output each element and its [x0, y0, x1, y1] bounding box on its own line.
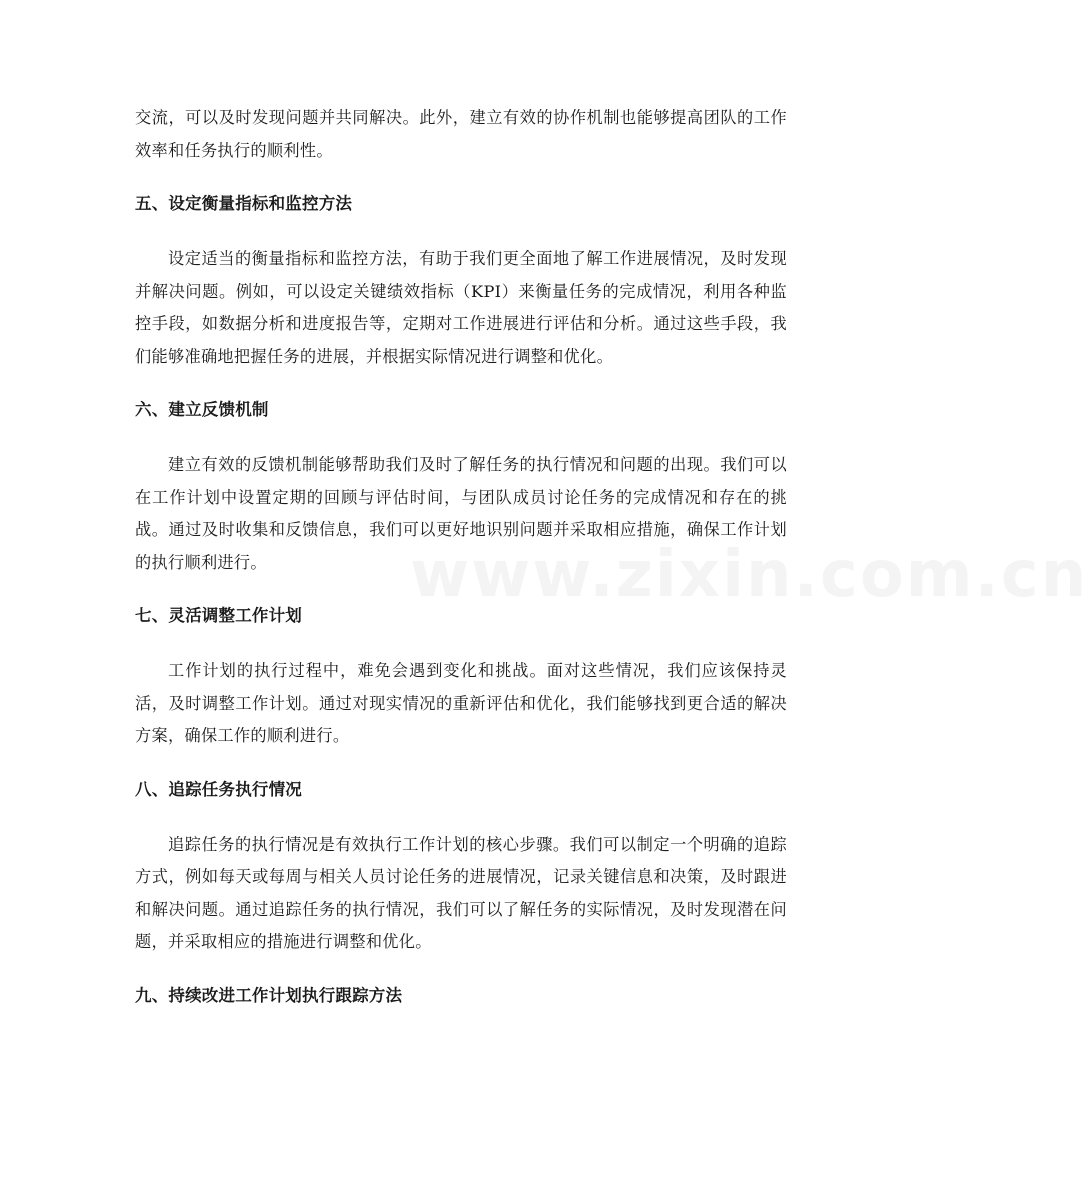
document-content: [135, 102, 787, 1008]
section-body-5: 设定适当的衡量指标和监控方法，有助于我们更全面地了解工作进展情况，及时发现并解决问题。例如，可以设定关键绩效指标（KPI）来衡量任务的完成情况，利用各种监控手段，如数据分析和进度报告等，定期对工作进展进行评估和分析。通过这些手段，我们能够准确地把握任务的进展，并根据实际情况进行调整和优化。: [135, 249, 787, 366]
section-heading-7: 七、灵活调整工作计划: [135, 606, 302, 625]
section-body-8: 追踪任务的执行情况是有效执行工作计划的核心步骤。我们可以制定一个明确的追踪方式，例如每天或每周与相关人员讨论任务的进展情况，记录关键信息和决策，及时跟进和解决问题。通过追踪任务的执行情况，我们可以了解任务的实际情况，及时发现潜在问题，并采取相应的措施进行调整和优化。: [135, 834, 787, 951]
section-heading-9: 九、持续改进工作计划执行跟踪方法: [135, 985, 403, 1005]
section-body-7: 工作计划的执行过程中，难免会遇到变化和挑战。面对这些情况，我们应该保持灵活，及时调整工作计划。通过对现实情况的重新评估和优化，我们能够找到更合适的解决方案，确保工作的顺利进行。: [135, 661, 787, 745]
intro-paragraph: 交流，可以及时发现问题并共同解决。此外，建立有效的协作机制也能够提高团队的工作效率和任务执行的顺利性。: [135, 108, 787, 160]
watermark: www.zixin.com.cn: [410, 538, 1088, 612]
section-heading-5: 五、设定衡量指标和监控方法: [135, 194, 353, 213]
section-body-6: 建立有效的反馈机制能够帮助我们及时了解任务的执行情况和问题的出现。我们可以在工作计划中设置定期的回顾与评估时间，与团队成员讨论任务的完成情况和存在的挑战。通过及时收集和反馈信息，我们可以更好地识别问题并采取相应措施，确保工作计划的执行顺利进行。: [135, 455, 787, 572]
section-heading-8: 八、追踪任务执行情况: [135, 779, 302, 799]
section-heading-6: 六、建立反馈机制: [135, 400, 269, 419]
